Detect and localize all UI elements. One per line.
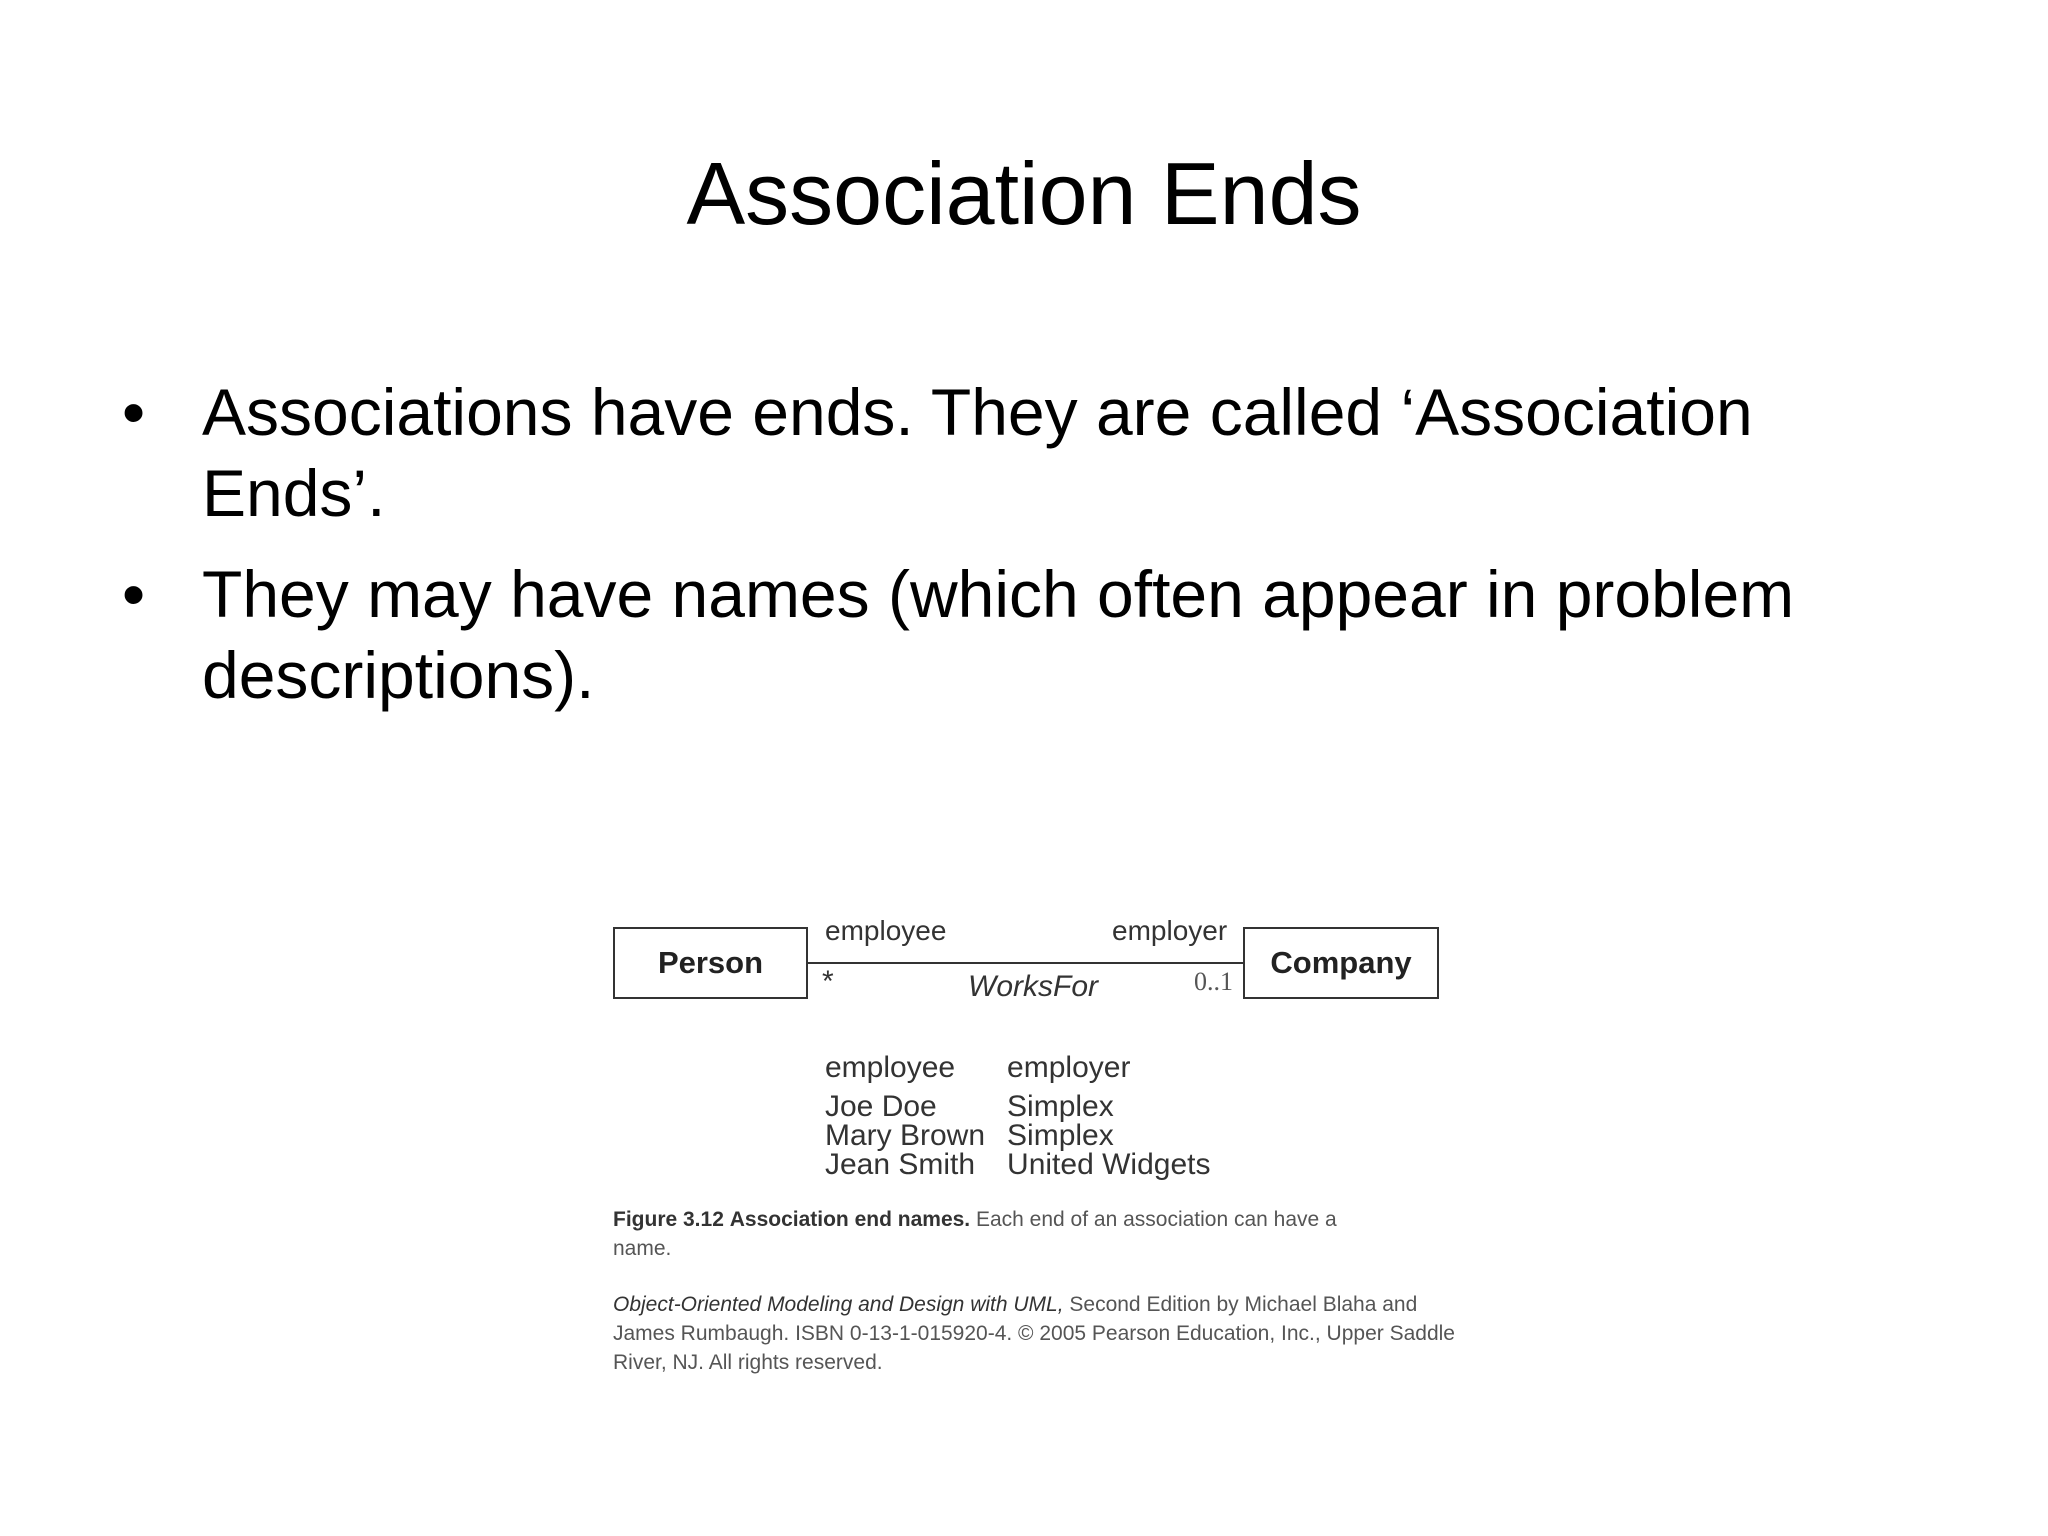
bullet-text: They may have names (which often appear in problem descriptions).	[202, 557, 1795, 712]
employer-cell: United Widgets	[1007, 1148, 1211, 1181]
slide-title: Association Ends	[686, 144, 1362, 243]
bullet-marker: •	[122, 375, 146, 449]
employee-column-header: employee	[825, 1051, 956, 1084]
company-multiplicity: 0..1	[1194, 967, 1233, 996]
employer-end-name: employer	[1112, 915, 1228, 946]
bullet-list	[120, 372, 1940, 736]
bullet-item	[120, 372, 1940, 534]
figure-caption	[613, 1205, 1393, 1263]
figure-caption-title: Association end names.	[729, 1208, 971, 1231]
uml-figure	[610, 915, 1470, 1395]
bullet-item	[120, 554, 1940, 716]
employer-column-header: employer	[1007, 1051, 1131, 1084]
bullet-marker: •	[122, 557, 146, 631]
employer-cell: Simplex	[1007, 1090, 1114, 1123]
association-name: WorksFor	[968, 970, 1098, 1003]
figure-credit	[613, 1290, 1458, 1377]
employee-cell: Mary Brown	[825, 1119, 986, 1152]
person-multiplicity: *	[822, 965, 834, 998]
links-header-row	[825, 1053, 1232, 1092]
links-table	[825, 1053, 1232, 1179]
employee-cell: Jean Smith	[825, 1148, 976, 1181]
employee-end-name: employee	[825, 915, 947, 946]
employer-cell: Simplex	[1007, 1119, 1114, 1152]
figure-caption-label: Figure 3.12	[613, 1208, 724, 1231]
table-row	[825, 1092, 1232, 1121]
figure-caption-text: Each end of an association can have a name.	[613, 1208, 1337, 1260]
association-line	[808, 962, 1243, 964]
table-row	[825, 1150, 1232, 1179]
credit-text: Second Edition by Michael Blaha and James Rumbaugh. ISBN 0-13-1-015920-4. © 2005 Pearson Education, Inc., Upper Saddle River, NJ. All rights reserved.	[613, 1293, 1455, 1374]
credit-book-title: Object-Oriented Modeling and Design with UML,	[613, 1293, 1064, 1316]
person-class-box	[613, 927, 808, 999]
employee-cell: Joe Doe	[825, 1090, 937, 1123]
bullet-text: Associations have ends. They are called ‘Association Ends’.	[202, 375, 1753, 530]
table-row	[825, 1121, 1232, 1150]
company-class-name: Company	[1270, 945, 1412, 980]
person-class-name: Person	[657, 945, 764, 980]
company-class-box	[1243, 927, 1439, 999]
